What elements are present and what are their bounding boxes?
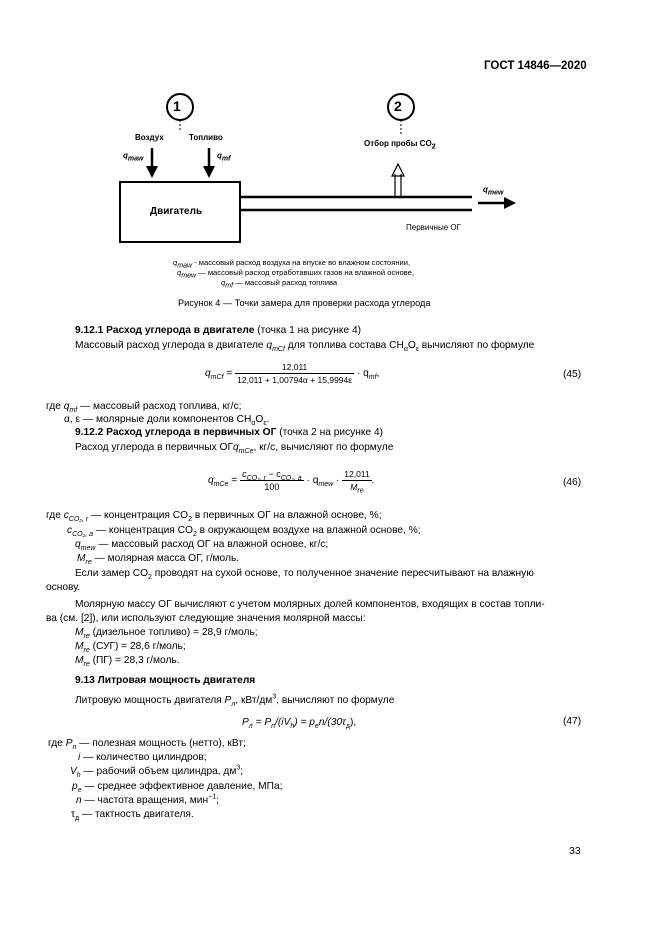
formula-46: $q_{mCe}$ = $\frac{c_{CO_2, r} - c_{CO_2, a}}{100}$ · $q_{mew}$ · $\frac{12,011}{M_{re}}$ . — [208, 469, 375, 495]
fuel-arrow-icon — [203, 166, 215, 178]
section-9122-intro: Расход углерода в первичных ОГq$_{mCe}$, кг/с, вычисляют по формуле — [75, 442, 394, 456]
standard-number: ГОСТ 14846—2020 — [484, 60, 587, 72]
sample-label: Отбор пробы $CO_2$ — [364, 139, 436, 151]
q-mf-label: $q_{mf}$ — [217, 151, 231, 163]
section-913-title: 9.13 Литровая мощность двигателя — [75, 675, 256, 686]
engine-label: Двигатель — [150, 206, 203, 217]
formula-45-number: (45) — [563, 369, 582, 380]
para-dry-basis-2: основу. — [46, 582, 81, 593]
def-c-co2-a: $c_{CO_2, a}$ — концентрация $CO_2$ в окружающем воздухе на влажной основе, %; — [67, 525, 421, 539]
section-9122-title: 9.12.2 Расход углерода в первичных ОГ (точка 2 на рисунке 4) — [75, 427, 384, 438]
def-c-co2-r: где $c_{CO_2, r}$ — концентрация $CO_2$ в первичных ОГ на влажной основе, %; — [46, 510, 382, 524]
exhaust-label: Первичные ОГ — [406, 223, 461, 232]
def-i: i — количество цилиндров; — [78, 752, 207, 763]
point-2-label: 2 — [394, 98, 402, 114]
formula-46-number: (46) — [563, 477, 582, 488]
def-tau: $\tau_д$ — тактность двигателя. — [71, 809, 194, 823]
air-arrow-icon — [146, 166, 158, 178]
legend-line-1: $q_{maw}$ - массовый расход воздуха на впуске во влажном состоянии, — [173, 258, 411, 270]
molar-mass-ng: $M_{re}$ (ПГ) = 28,3 г/моль. — [75, 655, 180, 669]
legend-line-3: $q_{mf}$ — массовый расход топлива — [221, 278, 338, 290]
def-n: n — частота вращения, мин$^{-1}$; — [76, 793, 219, 806]
section-9121-intro: Массовый расход углерода в двигателе $q_{mCf}$ для топлива состава $CH_\alpha O_\varepsilon$ вычисляют по формуле — [75, 340, 535, 354]
section-913-intro: Литровую мощность двигателя $P_л$, кВт/$дм^3$, вычисляют по формуле — [75, 693, 395, 709]
point-1-label: 1 — [173, 98, 181, 114]
fuel-label: Топливо — [189, 133, 223, 142]
def-q-mew: $q_{mew}$ — массовый расход ОГ на влажной основе, кг/с; — [75, 539, 329, 553]
def-v-h: $V_h$ — рабочий объем цилиндра, $дм^3$; — [70, 764, 244, 780]
legend-line-2: $q_{mew}$ — массовый расход отработавших газов на влажной основе, — [177, 268, 414, 280]
sample-arrow-icon — [392, 164, 404, 176]
where-alpha-eps: α, ε — молярные доли компонентов $CH_\alpha O_\varepsilon$. — [64, 414, 270, 428]
figure-caption: Рисунок 4 — Точки замера для проверки расхода углерода — [178, 298, 431, 308]
molar-mass-lpg: $M_{re}$ (СУГ) = 28,6 г/моль; — [75, 641, 186, 655]
def-m-re: $M_{re}$ — молярная масса ОГ, г/моль. — [77, 553, 240, 567]
section-9121-title: 9.12.1 Расход углерода в двигателе (точка 1 на рисунке 4) — [75, 325, 362, 336]
molar-mass-diesel: $M_{re}$ (дизельное топливо) = 28,9 г/моль; — [75, 627, 258, 641]
page-number: 33 — [569, 845, 581, 857]
q-mew-label: $q_{mew}$ — [483, 185, 504, 197]
para-dry-basis: Если замер $CO_2$ проводят на сухой основе, то полученное значение пересчитывают на влажную — [75, 568, 534, 582]
formula-47-number: (47) — [563, 716, 582, 727]
exhaust-arrow-icon — [504, 197, 516, 209]
air-label: Воздух — [135, 133, 164, 142]
def-p-n: где $P_n$ — полезная мощность (нетто), кВт; — [48, 738, 246, 752]
formula-45: $q_{mCf}$ = $\frac{12,011}{12,011 + 1,00794\alpha + 15,9994\varepsilon}$ · $q_{mf}$, — [205, 362, 380, 385]
para-molar-mass-2: ва (см. [2]), или используют следующие значения молярной массы: — [46, 613, 366, 624]
where-qmf: где $q_{mf}$ — массовый расход топлива, кг/с; — [46, 401, 242, 415]
formula-47: $P_л = P_n/(iV_h) = p_en/(30\tau_д)$, — [242, 717, 357, 731]
q-maw-label: $q_{maw}$ — [123, 151, 144, 163]
def-p-e: $p_e$ — среднее эффективное давление, МПа; — [72, 781, 283, 795]
para-molar-mass: Молярную массу ОГ вычисляют с учетом молярных долей компонентов, входящих в состав топли- — [75, 599, 545, 610]
